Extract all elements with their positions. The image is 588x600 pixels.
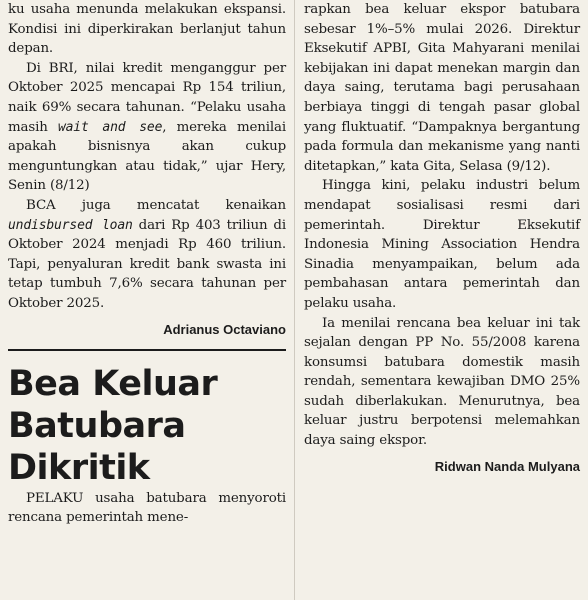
paragraph-regulation: Ia menilai rencana bea keluar ini tak sejalan dengan PP No. 55/2008 karena konsumsi batubara domestik masih rendah, sementara kewajiban DMO 25% sudah diberlakukan. Menurutnya, bea keluar justru berpotensi melemahkan daya saing ekspor. <box>304 315 580 449</box>
article-headline <box>8 363 286 489</box>
paragraph-industry: Hingga kini, pelaku industri belum mendapat sosialisasi resmi dari pemerintah. Direktur Eksekutif Indonesia Mining Association Hendra Sinadia menyampaikan, belum ada pembahasan antara pemerintah dan pelaku usaha. <box>304 178 580 311</box>
paragraph-text: dari Rp 403 triliun di Oktober 2024 menjadi Rp 460 triliun. Tapi, penyaluran kredit bank swasta ini tetap tumbuh 7,6% secara tahunan per Oktober 2025. <box>8 217 286 311</box>
author-byline: Adrianus Octaviano <box>163 321 286 337</box>
italic-term: undisbursed loan <box>8 217 133 233</box>
headline-line: Bea Keluar <box>8 363 218 404</box>
paragraph-continued: rapkan bea keluar ekspor batubara sebesar 1%–5% mulai 2026. Direktur Eksekutif APBI, Gita Mahyarani menilai kebijakan ini dapat menekan margin dan daya saing, terutama bagi perusahaan berbiaya tinggi di tengah pasar global yang fluktuatif. “Dampaknya bergantung pada formula dan mekanisme yang nanti ditetapkan,” kata Gita, Selasa (9/12). <box>304 2 580 174</box>
paragraph-text: , mereka menilai apakah bisnisnya akan cukup menguntungkan atau tidak,” ujar Hery, Senin (8/12) <box>8 119 286 194</box>
paragraph-bri <box>8 59 286 196</box>
paragraph-text: Di BRI, nilai kredit menganggur per Oktober 2025 mencapai Rp 154 triliun, naik 69% secara tahunan. “Pelaku usaha masih <box>8 60 286 135</box>
column-divider <box>294 0 295 600</box>
paragraph-continued: ku usaha menunda melakukan ekspansi. Kondisi ini diperkirakan berlanjut tahun depan. <box>8 2 286 57</box>
left-column <box>8 0 286 528</box>
right-column <box>304 0 580 474</box>
paragraph-text: BCA juga mencatat kenaikan <box>26 197 286 213</box>
author-byline: Ridwan Nanda Mulyana <box>434 458 580 474</box>
headline-line: Dikritik <box>8 447 150 488</box>
section-divider-rule <box>8 349 286 351</box>
paragraph-bca <box>8 196 286 314</box>
italic-term: wait and see <box>57 119 163 135</box>
article-lead: PELAKU usaha batubara menyoroti rencana pemerintah mene- <box>8 490 286 526</box>
headline-line: Batubara <box>8 405 186 446</box>
